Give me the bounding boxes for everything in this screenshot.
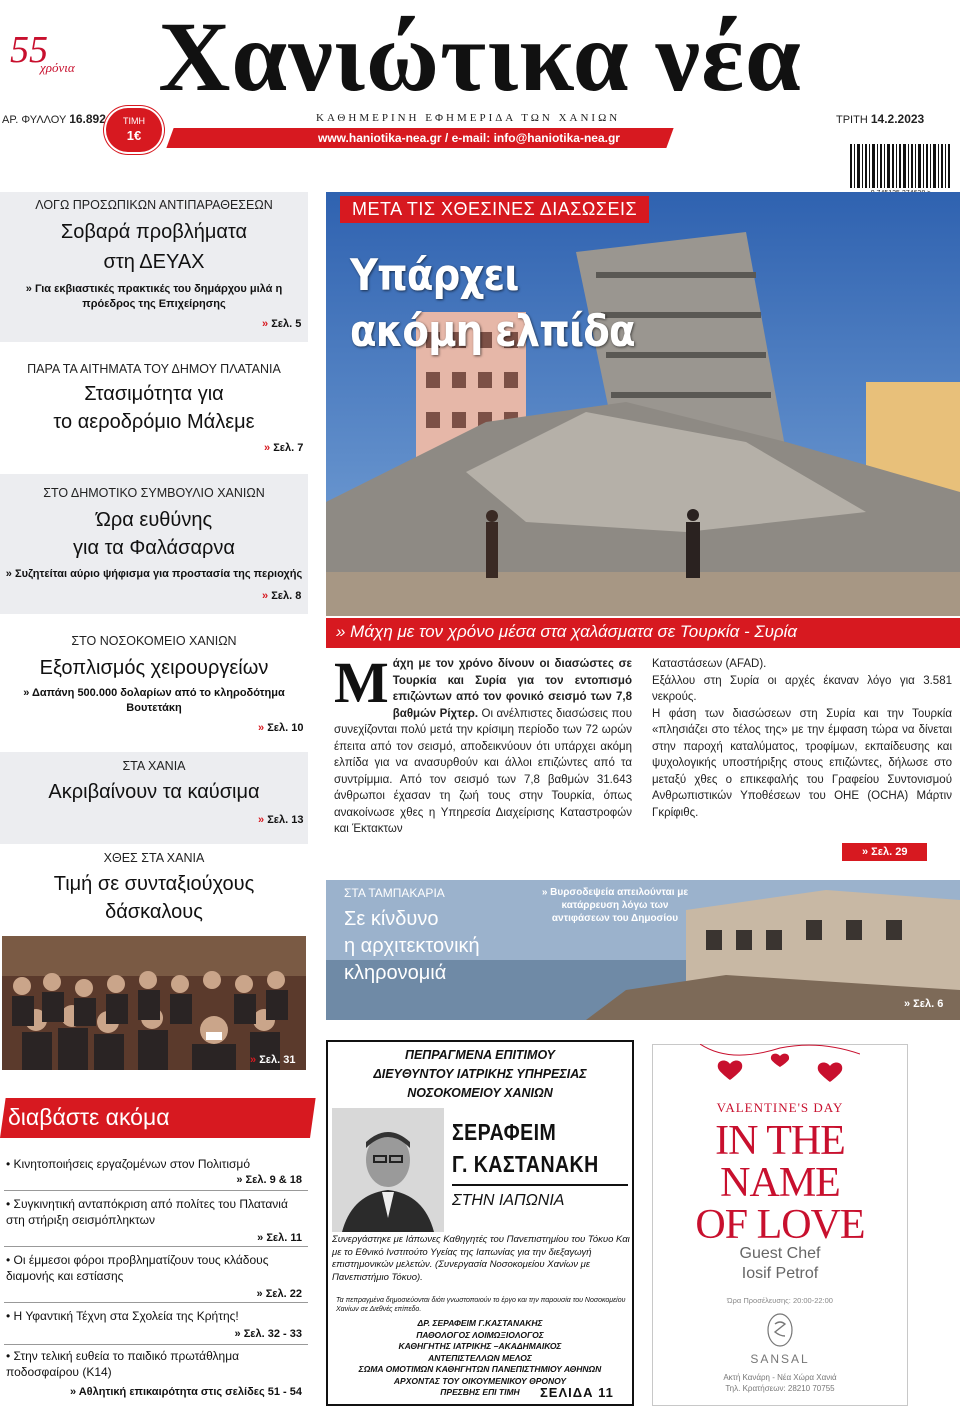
arrival-hours: Ώρα Προσέλευσης: 20:00-22:00 — [727, 1296, 833, 1305]
page-reference[interactable]: » Σελ. 8 — [262, 590, 302, 602]
read-more-item[interactable]: • Στην τελική ευθεία το παιδικό πρωτάθλημα ποδοσφαίρου (Κ14) — [6, 1349, 240, 1379]
story-subhead: » Δαπάνη 500.000 δολαρίων από το κληροδότημα Βουτετάκη — [23, 687, 285, 714]
read-more-item[interactable]: • Κινητοποιήσεις εργαζομένων στον Πολιτισμό — [6, 1157, 251, 1171]
page-reference[interactable]: » Σελ. 31 — [250, 1054, 296, 1066]
hero-article-col1 — [334, 650, 632, 838]
page-reference[interactable]: » Σελ. 7 — [264, 442, 304, 454]
story-headline[interactable]: Σοβαρά προβλήματα — [60, 221, 248, 243]
hero-kicker: ΜΕΤΑ ΤΙΣ ΧΘΕΣΙΝΕΣ ΔΙΑΣΩΣΕΙΣ — [340, 196, 649, 223]
dropcap: Μ — [334, 650, 389, 715]
announcement-signature: ΔΡ. ΣΕΡΑΦΕΙΜ Γ.ΚΑΣΤΑΝΑΚΗΣ ΠΑΘΟΛΟΓΟΣ ΛΟΙΜΩΞΙΟΛΟΓΟΣ ΚΑΘΗΓΗΤΗΣ ΙΑΤΡΙΚΗΣ –ΑΚΑΔΗΜΑΙΚΟΣ ΑΝΤΕΠΙΣΤΕΛΛΩΝ ΜΕΛΟΣ ΣΩΜΑ ΟΜΟΤΙΜΩΝ ΚΑΘΗΓΗΤΩΝ ΠΑΝΕΠΙΣΤΗΜΙΟΥ ΑΘΗΝΩΝ ΑΡΧΟΝΤΑΣ ΤΟΥ ΟΙΚΟΥΜΕΝΙΚΟΥ ΘΡΟΝΟΥ ΠΡΕΣΒΗΣ ΕΠΙ ΤΙΜΗ — [358, 1318, 602, 1397]
anniversary-word: χρόνια — [40, 60, 75, 75]
page-reference[interactable]: » Σελ. 6 — [904, 998, 944, 1010]
divider — [452, 1184, 628, 1186]
portrait-photo — [332, 1108, 444, 1232]
story-subhead: » Για εκβιαστικές πρακτικές του δημάρχου μιλά η πρόεδρος της Επιχείρησης — [25, 283, 283, 310]
announcement-description: Συνεργάστηκε με Ιάπωνες Καθηγητές του Πανεπιστημίου του Τόκυο Και με το Εθνικό Ινστιτούτο Υγείας της Ιαπωνίας για την διεξαγωγή επιστημονικών μελετών. (Συνεργασία Νοσοκομείου Χανίων με Πανεπιστήμιο Τόκυο). — [332, 1234, 630, 1283]
article-text: Καταστάσεων (AFAD). — [652, 658, 767, 670]
story-kicker: ΠΑΡΑ ΤΑ ΑΙΤΗΜΑΤΑ ΤΟΥ ΔΗΜΟΥ ΠΛΑΤΑΝΙΑ — [27, 362, 281, 376]
issue-number: ΑΡ. ΦΥΛΛΟΥ 16.892 — [2, 112, 106, 126]
divider — [4, 1344, 308, 1345]
read-more-page[interactable]: » Σελ. 22 — [256, 1288, 302, 1300]
announcement-heading: ΠΕΠΡΑΓΜΕΝΑ ΕΠΙΤΙΜΟΥ ΔΙΕΥΘΥΝΤΟΥ ΙΑΤΡΙΚΗΣ ΥΠΗΡΕΣΙΑΣ ΝΟΣΟΚΟΜΕΙΟΥ ΧΑΝΙΩΝ — [373, 1048, 587, 1100]
story-kicker: ΣΤΟ ΔΗΜΟΤΙΚΟ ΣΥΜΒΟΥΛΙΟ ΧΑΝΙΩΝ — [43, 486, 265, 500]
read-more-item[interactable]: • Συγκινητική ανταπόκριση από πολίτες του Πλατανιά στη στήριξη σεισμόπληκτων — [6, 1197, 288, 1227]
price-badge: ΤΙΜΗ 1€ — [106, 108, 162, 152]
story-headline[interactable]: στη ΔΕΥΑΧ — [103, 251, 205, 273]
divider — [4, 1302, 308, 1303]
story-headline[interactable]: Εξοπλισμός χειρουργείων — [39, 657, 269, 679]
page-reference[interactable]: » Σελ. 5 — [262, 318, 302, 330]
read-more-page[interactable]: » Σελ. 32 - 33 — [234, 1328, 302, 1340]
website-email[interactable]: www.haniotika-nea.gr / e-mail: info@haniotika-nea.gr — [318, 131, 620, 145]
hero-article-col2 — [652, 656, 952, 821]
read-more-title: διαβάστε ακόμα — [8, 1104, 170, 1130]
tabakaria-subhead: » Βυρσοδεψεία απειλούνται με κατάρρευση λόγω των αντιφάσεων του Δημοσίου — [541, 887, 689, 924]
story-headline[interactable]: Ώρα ευθύνης — [95, 509, 213, 531]
honoree-name: ΣΕΡΑΦΕΙΜ Γ. ΚΑΣΤΑΝΑΚΗ — [452, 1119, 599, 1177]
story-kicker: ΧΘΕΣ ΣΤΑ ΧΑΝΙΑ — [103, 851, 205, 865]
hearts-icon — [700, 1044, 860, 1084]
page-reference[interactable]: ΣΕΛΙΔΑ 11 — [540, 1385, 614, 1400]
story-headline[interactable]: το αεροδρόμιο Μάλεμε — [53, 411, 255, 433]
story-headline[interactable]: Ακριβαίνουν τα καύσιμα — [48, 781, 260, 803]
issue-date: ΤΡΙΤΗ 14.2.2023 — [836, 112, 925, 126]
article-text: Εξάλλου στη Συρία οι αρχές έκαναν λόγο για 3.581 νεκρούς. — [652, 674, 952, 703]
hero-strapline[interactable]: » Μάχη με τον χρόνο μέσα στα χαλάσματα σε Τουρκία - Συρία — [326, 618, 960, 648]
read-more-item[interactable]: • Οι έμμεσοι φόροι προβληματίζουν τους κλάδους διαμονής και εστίασης — [6, 1253, 269, 1283]
announcement-place: ΣΤΗΝ ΙΑΠΩΝΙΑ — [452, 1192, 565, 1209]
article-lead: άχη με τον χρόνο δίνουν οι διασώστες σε Τουρκία και Συρία για τον εντοπισμό επιζώντων από τον φονικό σεισμό των 7,8 βαθμών Ρίχτερ. — [392, 658, 632, 720]
tabakaria-kicker: ΣΤΑ ΤΑΜΠΑΚΑΡΙΑ — [344, 886, 445, 900]
read-more-page[interactable]: » Σελ. 11 — [257, 1232, 302, 1244]
sansal-address: Ακτή Κανάρη - Νέα Χώρα Χανιά Τηλ. Κρατήσεων: 28210 70755 — [723, 1373, 837, 1393]
story-subhead: » Συζητείται αύριο ψήφισμα για προστασία της περιοχής — [5, 568, 303, 580]
read-more-page[interactable]: » Σελ. 9 & 18 — [236, 1174, 302, 1186]
valentine-headline: IN THE NAME OF LOVE — [695, 1118, 865, 1248]
page-reference[interactable]: » Σελ. 10 — [258, 722, 304, 734]
valentine-small-title: VALENTINE'S DAY — [716, 1100, 844, 1115]
sansal-logo-icon — [766, 1312, 794, 1348]
teachers-photo — [2, 936, 306, 1070]
newspaper-title: Χανιώτικα νέα — [158, 1, 802, 112]
story-headline[interactable]: δάσκαλους — [105, 901, 203, 923]
story-headline[interactable]: Τιμή σε συνταξιούχους — [53, 873, 255, 895]
tabakaria-headline[interactable]: Σε κίνδυνο η αρχιτεκτονική κληρονομιά — [344, 908, 480, 984]
tagline: ΚΑΘΗΜΕΡΙΝΗ ΕΦΗΜΕΡΙΔΑ ΤΩΝ ΧΑΝΙΩΝ — [316, 112, 621, 124]
story-kicker: ΛΟΓΩ ΠΡΟΣΩΠΙΚΩΝ ΑΝΤΙΠΑΡΑΘΕΣΕΩΝ — [35, 198, 273, 212]
page-reference[interactable]: » Σελ. 29 — [842, 843, 927, 861]
anniversary-number: 55 — [10, 29, 48, 71]
guest-chef: Guest Chef Iosif Petrof — [739, 1245, 821, 1282]
hero-headline[interactable]: Υπάρχει ακόμη ελπίδα — [350, 250, 635, 357]
article-text: Οι ανέλπιστες διασώσεις που συνεχίζονται πολύ μετά την κρίσιμη περίοδο των 72 ωρών έπειτα από τον σεισμό, αποδεικνύουν ότι υπάρχει ακόμη ελπίδα για να ανασυρθούν και άλλοι επιζώντες από τα συντρίμμια. Από τον σεισμό των 7,8 βαθμών 31.643 άνθρωποι έχασαν τη ζωή τους στην Τουρκία, όπως ανακοίνωσε χθες η Υπηρεσία Διαχείρισης Καταστροφών και Έκτακτων — [334, 707, 632, 835]
read-more-item[interactable]: • Η Υφαντική Τέχνη στα Σχολεία της Κρήτης! — [6, 1309, 239, 1323]
story-kicker: ΣΤΟ ΝΟΣΟΚΟΜΕΙΟ ΧΑΝΙΩΝ — [71, 634, 237, 648]
divider — [4, 1246, 308, 1247]
divider — [4, 1190, 308, 1191]
sansal-brand: SANSAL — [750, 1352, 810, 1366]
announcement-note: Τα πεπραγμένα δημοσιεύονται διότι γνωστοποιούν το έργο και την παρουσία του Νοσοκομείου Χανίων σε Διεθνές επίπεδο. — [336, 1297, 626, 1313]
page-reference[interactable]: » Σελ. 13 — [258, 814, 304, 826]
story-headline[interactable]: Στασιμότητα για — [84, 383, 224, 405]
article-text: Η φάση των διασώσεων στη Συρία και την Τουρκία «πλησιάζει στο τέλος της» με την έμφαση τώρα να δίνεται στην παροχή καταλύματος, τροφίμων, εκπαίδευσης και ψυχολογικής υποστήριξης στους επιζώντες, δήλωσε στο μεταξύ χθες ο επικεφαλής του Γραφείου Συντονισμού Ανθρωπιστικών Υποθέσεων του ΟΗΕ (OCHA) Μάρτιν Γκρίφιθς. — [652, 707, 952, 819]
story-kicker: ΣΤΑ ΧΑΝΙΑ — [122, 759, 186, 773]
read-more-page[interactable]: » Αθλητική επικαιρότητα στις σελίδες 51 - 54 — [69, 1386, 302, 1398]
story-headline[interactable]: για τα Φαλάσαρνα — [73, 537, 235, 559]
